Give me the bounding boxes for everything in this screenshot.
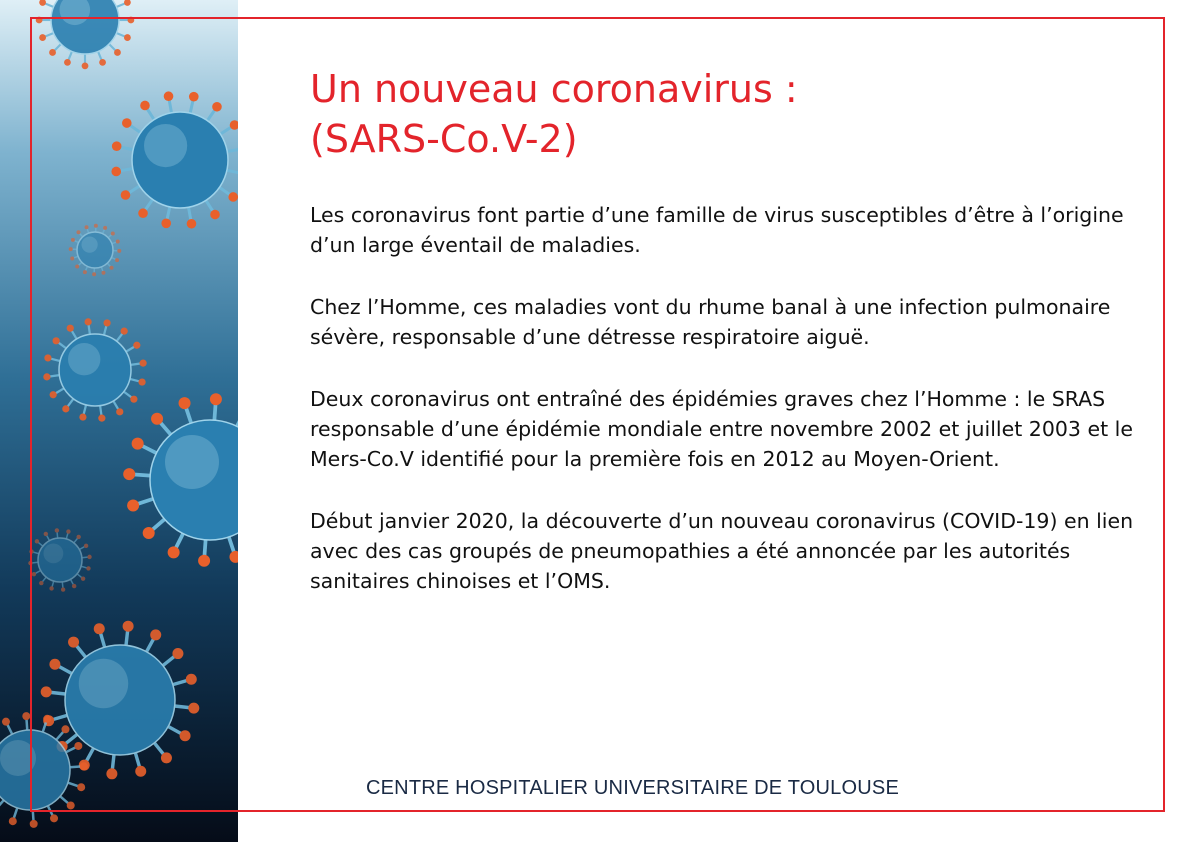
slide-title <box>310 64 1160 164</box>
title-line-1: Un nouveau coronavirus : <box>310 67 798 111</box>
footer-institution: CENTRE HOSPITALIER UNIVERSITAIRE DE TOULOUSE <box>366 777 899 799</box>
paragraph-2: Chez l’Homme, ces maladies vont du rhume banal à une infection pulmonaire sévère, responsable d’une détresse respiratoire aiguë. <box>310 295 1111 349</box>
title-line-2: (SARS-Co.V-2) <box>310 117 578 161</box>
slide-body <box>310 200 1160 596</box>
paragraph-4: Début janvier 2020, la découverte d’un nouveau coronavirus (COVID-19) en lien avec des cas groupés de pneumopathies a été annoncée par les autorités sanitaires chinoises et l’OMS. <box>310 509 1134 593</box>
paragraph-3: Deux coronavirus ont entraîné des épidémies graves chez l’Homme : le SRAS responsable d’une épidémie mondiale entre novembre 2002 et juillet 2003 et le Mers-Co.V identifié pour la première fois en 2012 au Moyen-Orient. <box>310 387 1133 471</box>
paragraph-1: Les coronavirus font partie d’une famille de virus susceptibles d’être à l’origine d’un large éventail de maladies. <box>310 203 1124 257</box>
slide-content <box>310 64 1160 628</box>
